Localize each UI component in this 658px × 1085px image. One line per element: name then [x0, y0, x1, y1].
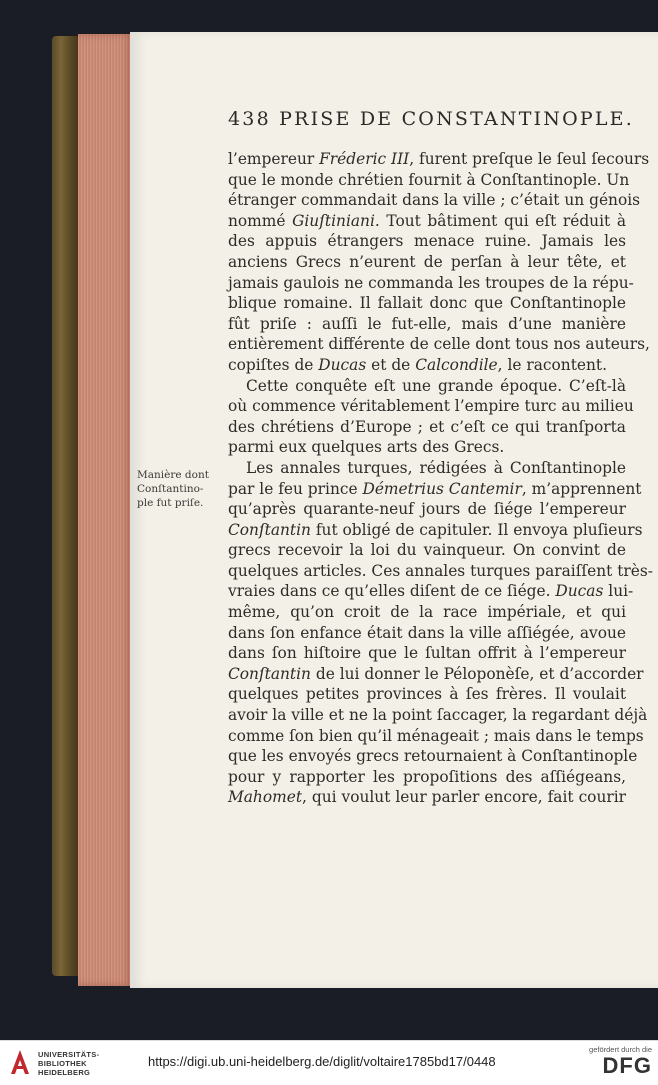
text-line: pour y rapporter les propoſitions des aſſiégeans,	[228, 767, 626, 786]
text-line: blique romaine. Il fallait donc que Conſtantinople	[228, 294, 626, 313]
red-page-edges	[78, 34, 134, 986]
text-line: grecs recevoir la loi du vainqueur. On convint de	[228, 541, 626, 560]
text-line: Les annales turques, rédigées à Conſtantinople	[246, 458, 626, 477]
body-text	[228, 149, 653, 808]
text-line: où commence véritablement l’empire turc au milieu	[228, 397, 634, 416]
library-name-line: BIBLIOTHEK	[38, 1059, 87, 1068]
text-line: copiſtes de Ducas et de Calcondile, le racontent.	[228, 355, 607, 374]
text-line: quelques petites provinces à ſes frères. Il voulait	[228, 685, 626, 704]
dfg-logo[interactable]: DFG	[602, 1053, 652, 1078]
text-line: Conſtantin de lui donner le Péloponèſe, et d’accorder	[228, 664, 644, 683]
text-line: jamais gaulois ne commanda les troupes de la répu-	[228, 273, 634, 292]
margin-note-line: Manière dont	[137, 469, 209, 481]
heidelberg-logo-icon[interactable]	[8, 1047, 32, 1077]
text-line: étranger commandait dans la ville ; c’était un génois	[228, 191, 641, 210]
text-line: des appuis étrangers menace ruine. Jamais les	[228, 232, 626, 251]
text-line: entièrement différente de celle dont tous nos auteurs,	[228, 335, 650, 354]
running-header: 438 PRISE DE CONSTANTINOPLE.	[228, 108, 634, 130]
text-line: quelques articles. Ces annales turques paraiſſent très-	[228, 561, 653, 580]
text-line: vraies dans ce qu’elles diſent de ce ſiége. Ducas lui-	[228, 582, 634, 601]
text-line: que le monde chrétien fournit à Conſtantinople. Un	[228, 170, 630, 189]
library-name	[38, 1050, 99, 1077]
text-line: même, qu’on croit de la race impériale, et qui	[228, 603, 626, 622]
margin-note-line: Conſtantino-	[137, 483, 204, 495]
viewer-footer	[0, 1040, 658, 1085]
text-line: Mahomet, qui voulut leur parler encore, fait courir	[228, 788, 626, 807]
text-line: l’empereur Fréderic III, furent preſque le ſeul ſecours	[228, 150, 650, 168]
text-line: par le feu prince Démetrius Cantemir, m’apprennent	[228, 479, 642, 498]
text-line: nommé Giuſtiniani. Tout bâtiment qui eſt réduit à	[228, 211, 626, 230]
text-line: comme ſon bien qu’il ménageait ; mais dans le temps	[228, 726, 644, 745]
text-line: Conſtantin fut obligé de capituler. Il envoya pluſieurs	[228, 520, 643, 539]
text-line: dans ſon enfance était dans la ville aſſiégée, avoue	[228, 623, 626, 642]
text-line: anciens Grecs n’eurent de perſan à leur tête, et	[228, 252, 626, 271]
funded-by-text: gefördert durch die	[589, 1045, 652, 1054]
margin-note	[137, 468, 227, 510]
text-line: des chrétiens d’Europe ; et c’eſt ce qui tranſporta	[228, 417, 626, 436]
funding-credit	[574, 1045, 652, 1078]
text-line: fût priſe : auſſi le fut-elle, mais d’une manière	[228, 314, 626, 333]
margin-note-line: ple fut priſe.	[137, 497, 204, 509]
text-line: qu’après quarante-neuf jours de ſiége l’empereur	[228, 500, 626, 519]
text-line: que les envoyés grecs retournaient à Conſtantinople	[228, 747, 638, 766]
text-line: Cette conquête eſt une grande époque. C’eſt-là	[246, 376, 626, 395]
text-line: dans ſon hiſtoire que le ſultan offrit à l’empereur	[228, 644, 626, 663]
library-name-line: HEIDELBERG	[38, 1068, 91, 1077]
page-url[interactable]: https://digi.ub.uni-heidelberg.de/diglit/voltaire1785bd17/0448	[148, 1054, 496, 1069]
text-line: avoir la ville et ne la point ſaccager, la regardant déjà	[228, 706, 648, 725]
library-name-line: UNIVERSITÄTS-	[38, 1050, 100, 1059]
text-line: parmi eux quelques arts des Grecs.	[228, 438, 505, 457]
